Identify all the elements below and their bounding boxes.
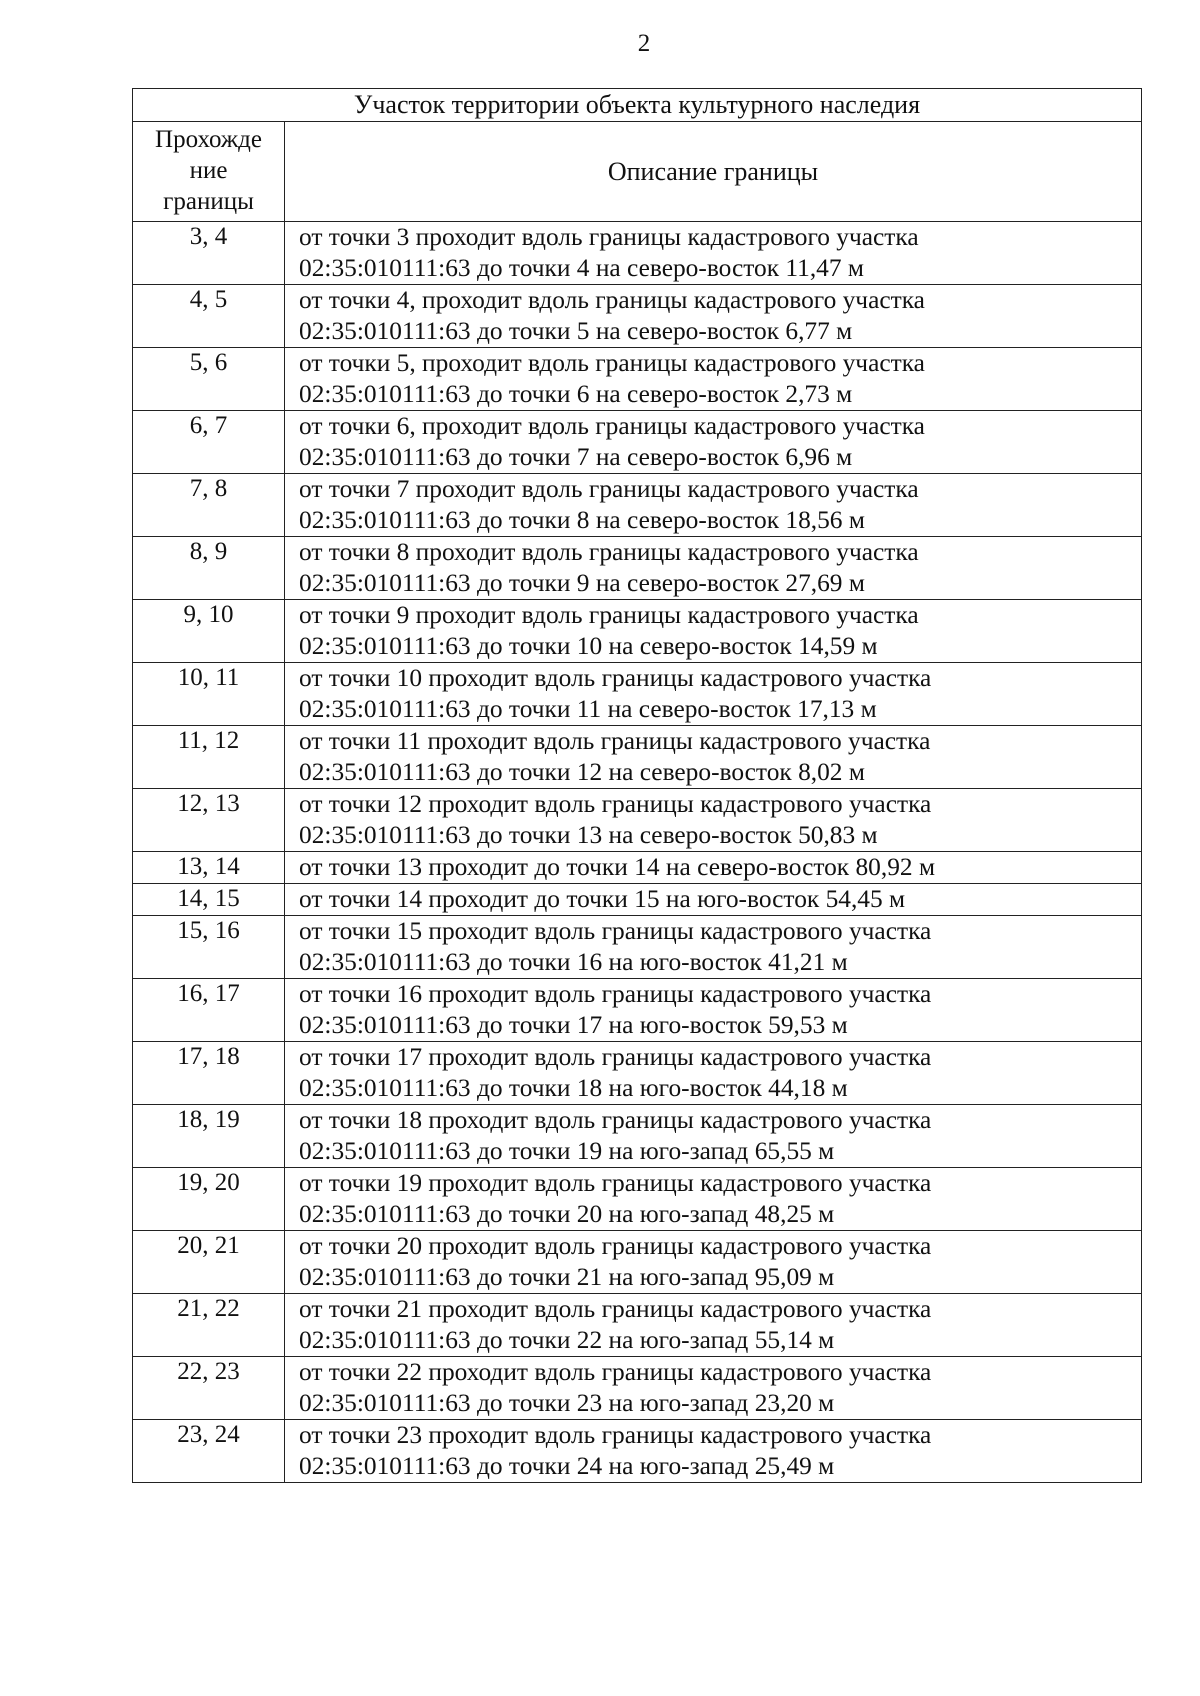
header-passage-line: Прохожде bbox=[155, 126, 262, 153]
description-line: от точки 18 проходит вдоль границы кадастрового участка bbox=[299, 1106, 932, 1134]
description-line: от точки 16 проходит вдоль границы кадастрового участка bbox=[299, 980, 932, 1008]
description-line: 02:35:010111:63 до точки 21 на юго-запад 95,09 м bbox=[299, 1263, 835, 1291]
segment-cell: 7, 8 bbox=[133, 474, 285, 537]
description-line: 02:35:010111:63 до точки 6 на северо-восток 2,73 м bbox=[299, 380, 853, 408]
table-row bbox=[133, 1168, 1142, 1231]
description-line: 02:35:010111:63 до точки 19 на юго-запад 65,55 м bbox=[299, 1137, 835, 1165]
description-line: от точки 14 проходит до точки 15 на юго-восток 54,45 м bbox=[299, 885, 906, 913]
description-cell bbox=[285, 1357, 1142, 1420]
segment-cell: 12, 13 bbox=[133, 789, 285, 852]
segment-cell: 9, 10 bbox=[133, 600, 285, 663]
description-cell bbox=[285, 726, 1142, 789]
table-caption-row bbox=[133, 89, 1142, 122]
description-line: от точки 17 проходит вдоль границы кадастрового участка bbox=[299, 1043, 932, 1071]
description-line: от точки 9 проходит вдоль границы кадастрового участка bbox=[299, 601, 919, 629]
header-description: Описание границы bbox=[285, 122, 1142, 222]
description-cell bbox=[285, 1294, 1142, 1357]
description-line: от точки 20 проходит вдоль границы кадастрового участка bbox=[299, 1232, 932, 1260]
description-line: 02:35:010111:63 до точки 11 на северо-восток 17,13 м bbox=[299, 695, 877, 723]
description-line: от точки 6, проходит вдоль границы кадастрового участка bbox=[299, 412, 925, 440]
description-line: от точки 21 проходит вдоль границы кадастрового участка bbox=[299, 1295, 932, 1323]
segment-cell: 14, 15 bbox=[133, 884, 285, 916]
description-line: 02:35:010111:63 до точки 24 на юго-запад 25,49 м bbox=[299, 1452, 835, 1480]
description-line: от точки 13 проходит до точки 14 на северо-восток 80,92 м bbox=[299, 853, 936, 881]
description-line: от точки 19 проходит вдоль границы кадастрового участка bbox=[299, 1169, 932, 1197]
table-row bbox=[133, 222, 1142, 285]
table-row bbox=[133, 1042, 1142, 1105]
table-row bbox=[133, 537, 1142, 600]
description-line: от точки 7 проходит вдоль границы кадастрового участка bbox=[299, 475, 919, 503]
table-row bbox=[133, 979, 1142, 1042]
header-passage-line: ние bbox=[189, 157, 228, 184]
segment-cell: 19, 20 bbox=[133, 1168, 285, 1231]
description-cell bbox=[285, 285, 1142, 348]
description-line: от точки 5, проходит вдоль границы кадастрового участка bbox=[299, 349, 925, 377]
table-row bbox=[133, 663, 1142, 726]
table-row bbox=[133, 1357, 1142, 1420]
description-cell bbox=[285, 222, 1142, 285]
description-line: 02:35:010111:63 до точки 20 на юго-запад 48,25 м bbox=[299, 1200, 835, 1228]
description-line: 02:35:010111:63 до точки 7 на северо-восток 6,96 м bbox=[299, 443, 853, 471]
description-cell bbox=[285, 1105, 1142, 1168]
description-cell bbox=[285, 789, 1142, 852]
description-cell bbox=[285, 663, 1142, 726]
description-line: от точки 12 проходит вдоль границы кадастрового участка bbox=[299, 790, 932, 818]
description-line: от точки 22 проходит вдоль границы кадастрового участка bbox=[299, 1358, 932, 1386]
segment-cell: 21, 22 bbox=[133, 1294, 285, 1357]
table-row bbox=[133, 1105, 1142, 1168]
boundary-table bbox=[132, 88, 1142, 1483]
description-cell bbox=[285, 348, 1142, 411]
description-cell bbox=[285, 474, 1142, 537]
table-caption: Участок территории объекта культурного наследия bbox=[133, 89, 1142, 122]
description-cell bbox=[285, 1168, 1142, 1231]
description-cell bbox=[285, 537, 1142, 600]
segment-cell: 5, 6 bbox=[133, 348, 285, 411]
table-row bbox=[133, 852, 1142, 884]
description-cell bbox=[285, 916, 1142, 979]
table-row bbox=[133, 1294, 1142, 1357]
description-line: 02:35:010111:63 до точки 22 на юго-запад 55,14 м bbox=[299, 1326, 835, 1354]
table-row bbox=[133, 916, 1142, 979]
table-row bbox=[133, 1420, 1142, 1483]
segment-cell: 15, 16 bbox=[133, 916, 285, 979]
table-row bbox=[133, 789, 1142, 852]
description-line: 02:35:010111:63 до точки 9 на северо-восток 27,69 м bbox=[299, 569, 865, 597]
table-row bbox=[133, 726, 1142, 789]
description-line: 02:35:010111:63 до точки 12 на северо-восток 8,02 м bbox=[299, 758, 865, 786]
description-line: от точки 11 проходит вдоль границы кадастрового участка bbox=[299, 727, 931, 755]
description-line: 02:35:010111:63 до точки 10 на северо-восток 14,59 м bbox=[299, 632, 878, 660]
segment-cell: 11, 12 bbox=[133, 726, 285, 789]
description-cell bbox=[285, 1231, 1142, 1294]
description-line: 02:35:010111:63 до точки 23 на юго-запад 23,20 м bbox=[299, 1389, 835, 1417]
segment-cell: 8, 9 bbox=[133, 537, 285, 600]
table-row bbox=[133, 348, 1142, 411]
description-line: 02:35:010111:63 до точки 5 на северо-восток 6,77 м bbox=[299, 317, 853, 345]
description-cell bbox=[285, 1042, 1142, 1105]
description-cell bbox=[285, 411, 1142, 474]
description-line: от точки 23 проходит вдоль границы кадастрового участка bbox=[299, 1421, 932, 1449]
segment-cell: 18, 19 bbox=[133, 1105, 285, 1168]
segment-cell: 10, 11 bbox=[133, 663, 285, 726]
segment-cell: 4, 5 bbox=[133, 285, 285, 348]
table-row bbox=[133, 411, 1142, 474]
segment-cell: 6, 7 bbox=[133, 411, 285, 474]
table-row bbox=[133, 285, 1142, 348]
description-cell bbox=[285, 1420, 1142, 1483]
table-row bbox=[133, 474, 1142, 537]
segment-cell: 13, 14 bbox=[133, 852, 285, 884]
table-row bbox=[133, 600, 1142, 663]
segment-cell: 23, 24 bbox=[133, 1420, 285, 1483]
description-line: от точки 15 проходит вдоль границы кадастрового участка bbox=[299, 917, 932, 945]
segment-cell: 3, 4 bbox=[133, 222, 285, 285]
description-line: от точки 4, проходит вдоль границы кадастрового участка bbox=[299, 286, 925, 314]
description-line: 02:35:010111:63 до точки 4 на северо-восток 11,47 м bbox=[299, 254, 864, 282]
description-line: 02:35:010111:63 до точки 18 на юго-восток 44,18 м bbox=[299, 1074, 848, 1102]
description-line: 02:35:010111:63 до точки 16 на юго-восток 41,21 м bbox=[299, 948, 848, 976]
description-line: от точки 8 проходит вдоль границы кадастрового участка bbox=[299, 538, 919, 566]
header-passage-line: границы bbox=[163, 188, 254, 215]
segment-cell: 17, 18 bbox=[133, 1042, 285, 1105]
description-line: 02:35:010111:63 до точки 13 на северо-восток 50,83 м bbox=[299, 821, 878, 849]
table-row bbox=[133, 884, 1142, 916]
description-cell bbox=[285, 979, 1142, 1042]
segment-cell: 20, 21 bbox=[133, 1231, 285, 1294]
description-cell bbox=[285, 884, 1142, 916]
description-line: 02:35:010111:63 до точки 8 на северо-восток 18,56 м bbox=[299, 506, 865, 534]
segment-cell: 16, 17 bbox=[133, 979, 285, 1042]
description-cell bbox=[285, 852, 1142, 884]
header-passage bbox=[133, 122, 285, 222]
description-cell bbox=[285, 600, 1142, 663]
description-line: от точки 10 проходит вдоль границы кадастрового участка bbox=[299, 664, 932, 692]
table-row bbox=[133, 1231, 1142, 1294]
page-number: 2 bbox=[637, 30, 651, 57]
description-line: 02:35:010111:63 до точки 17 на юго-восток 59,53 м bbox=[299, 1011, 848, 1039]
description-line: от точки 3 проходит вдоль границы кадастрового участка bbox=[299, 223, 919, 251]
segment-cell: 22, 23 bbox=[133, 1357, 285, 1420]
table-header-row bbox=[133, 122, 1142, 222]
